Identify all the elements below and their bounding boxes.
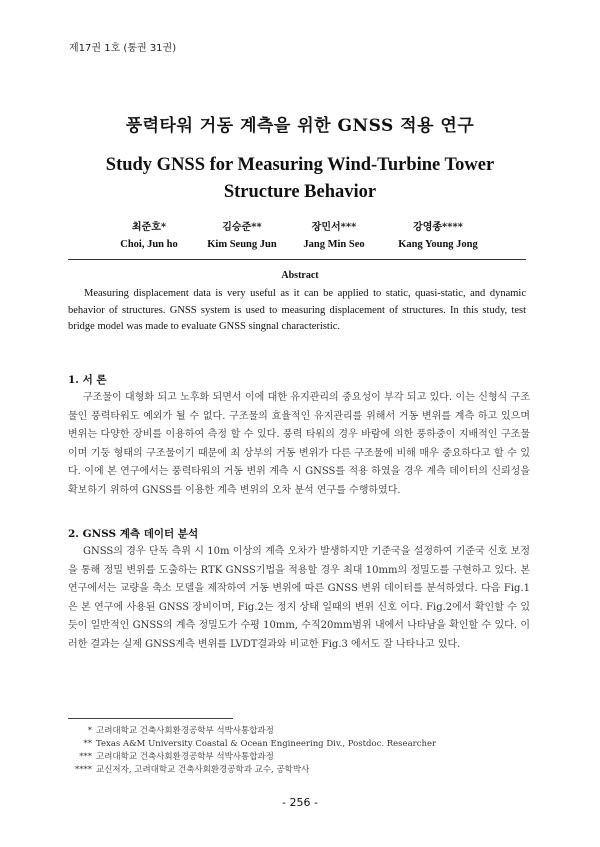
footnote-mark: ****	[75, 765, 92, 775]
journal-issue: 제17권 1호 (통권 31권)	[69, 43, 177, 54]
section-2-heading: 2. GNSS 계측 데이터 분석	[68, 528, 199, 540]
title-korean: 풍력타워 거동 계측을 위한 GNSS 적용 연구	[125, 116, 475, 136]
footnote-1	[68, 726, 274, 737]
abstract-text: Measuring displacement data is very useful as it can be applied to static, quasi-static, and dynamic behavior of structures. GNSS system is used to measuring displacement of structures. In this study, test bridge model was made to evaluate GNSS singnal characteristic.	[68, 288, 526, 332]
title-english-line1: Study GNSS for Measuring Wind-Turbine Tower	[105, 155, 495, 175]
section-1-heading: 1. 서 론	[68, 374, 107, 386]
footnote-text: 고려대학교 건축사회환경공학부 석박사통합과정	[96, 752, 274, 762]
footnote-mark: **	[83, 739, 92, 749]
footnote-mark: ***	[79, 752, 92, 762]
title-english	[60, 152, 540, 206]
author-4	[373, 219, 503, 253]
abstract-heading: Abstract	[281, 270, 319, 281]
footnote-text: 교신저자, 고려대학교 건축사회환경공학과 교수, 공학박사	[96, 765, 310, 775]
author-name-en: Kang Young Jong	[398, 239, 478, 250]
footnote-divider	[68, 718, 233, 719]
footnote-2	[68, 739, 436, 750]
footnote-3	[68, 752, 274, 763]
author-name-ko: 강영종****	[413, 222, 463, 233]
footnote-text: Texas A&M University Coastal & Ocean Engineering Div., Postdoc. Researcher	[96, 739, 437, 749]
footnote-4	[68, 765, 309, 776]
author-name-en: Jang Min Seo	[303, 239, 365, 250]
page-number: - 256 -	[282, 796, 318, 809]
author-name-en: Choi, Jun ho	[120, 239, 178, 250]
section-2-body: GNSS의 경우 단독 측위 시 10m 이상의 계측 오차가 발생하지만 기준국을 설정하여 기준국 신호 보정을 통해 정밀 변위를 도출하는 RTK GNSS기법을 적용할 경우 최대 10mm의 정밀도를 구현하고 있다. 본 연구에서는 교량을 축소 모델을 제작하여 거동 변위에 따른 GNSS 변위 데이터를 분석하였다. 다음 Fig.1은 본 연구에 사용된 GNSS 장비이며, Fig.2는 정지 상태 일때의 변위 신호 이다. Fig.2에서 확인할 수 있듯이 일반적인 GNSS의 계측 정밀도가 수평 10mm, 수직20mm범위 내에서 나타남을 확인할 수 있다. 이러한 결과는 실제 GNSS계측 변위를 LVDT결과와 비교한 Fig.3 에서도 잘 나타나고 있다.	[68, 546, 530, 650]
title-english-line2: Structure Behavior	[223, 182, 377, 202]
author-name-ko: 김승준**	[222, 222, 262, 233]
author-name-ko: 최준호*	[131, 222, 167, 233]
footnote-text: 고려대학교 건축사회환경공학부 석박사통합과정	[96, 726, 274, 736]
section-1-body: 구조물이 대형화 되고 노후화 되면서 이에 대한 유지관리의 중요성이 부각 되고 있다. 이는 신형식 구조물인 풍력타워도 예외가 될 수 없다. 구조물의 효율적인 유지관리를 위해서 거동 변위를 계측 하고 있으며 변위는 다양한 장비를 이용하여 측정 할 수 있다. 풍력 타워의 경우 바람에 의한 풍하중이 지배적인 구조물이며 기둥 형태의 구조물이기 때문에 최 상부의 거동 변위가 다른 구조물에 비해 매우 중요하다고 할 수 있다. 이에 본 연구에서는 풍력타워의 거동 변위 계측 시 GNSS를 적용 하였을 경우 계측 데이터의 신뢰성을 확보하기 위하여 GNSS를 이용한 계측 변위의 오차 분석 연구를 수행하였다.	[68, 392, 530, 496]
author-name-en: Kim Seung Jun	[207, 239, 277, 250]
author-name-ko: 장민서***	[311, 222, 357, 233]
footnote-mark: *	[87, 726, 92, 736]
header-divider	[68, 259, 526, 260]
